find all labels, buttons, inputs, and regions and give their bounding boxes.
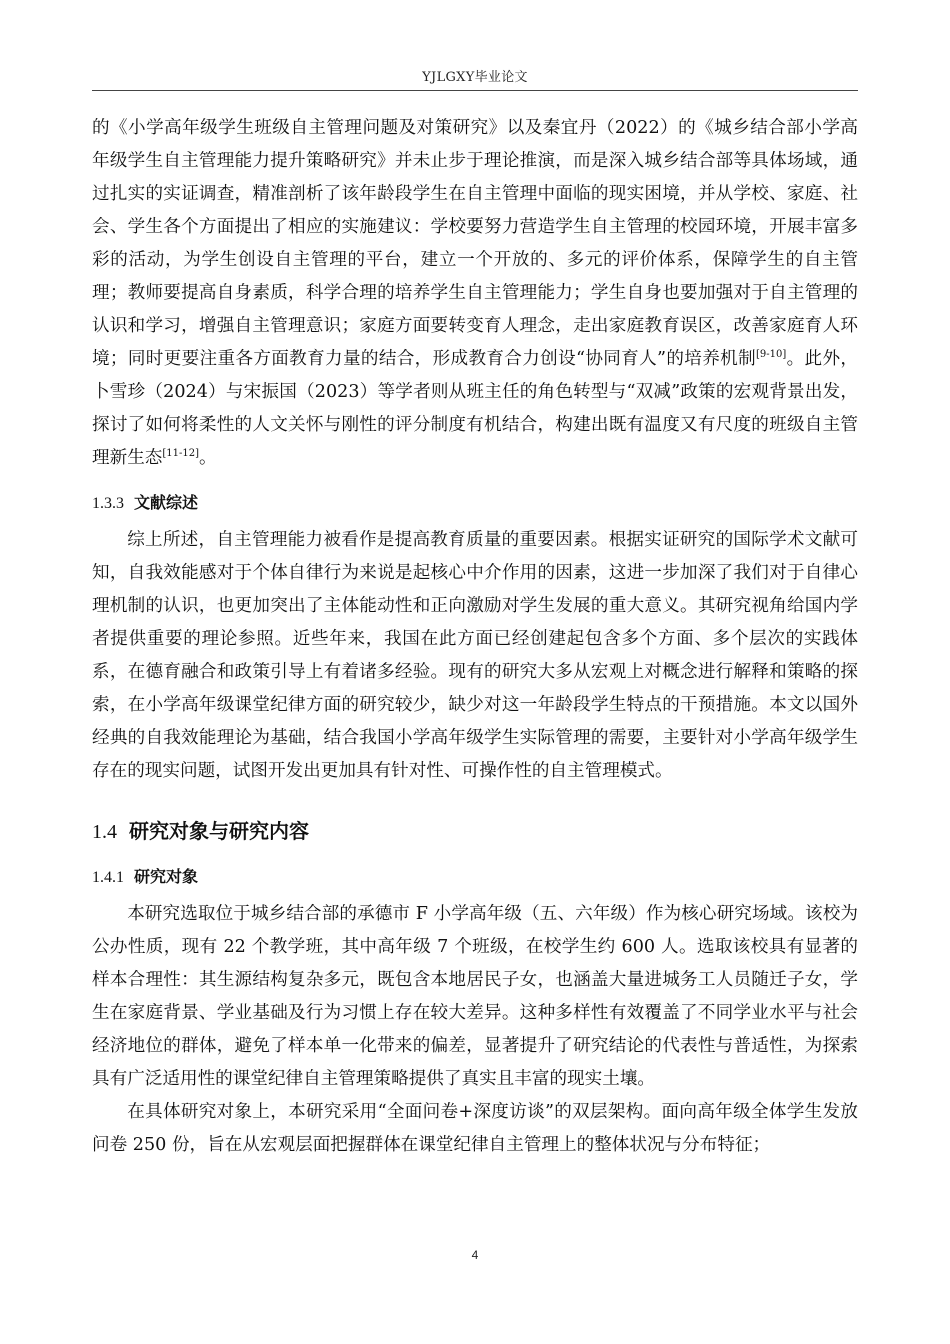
paragraph: 综上所述，自主管理能力被看作是提高教育质量的重要因素。根据实证研究的国际学术文献可知，自我效能感对于个体自律行为来说是起核心中介作用的因素，这进一步加深了我们对于自律心理机制的认识，也更加突出了主体能动性和正向激励对学生发展的重大意义。其研究视角给国内学者提供重要的理论参照。近些年来，我国在此方面已经创建起包含多个方面、多个层次的实践体系，在德育融合和政策引导上有着诸多经验。现有的研究大多从宏观上对概念进行解释和策略的探索，在小学高年级课堂纪律方面的研究较少，缺少对这一年龄段学生特点的干预措施。本文以国外经典的自我效能理论为基础，结合我国小学高年级学生实际管理的需要，主要针对小学高年级学生存在的现实问题，试图开发出更加具有针对性、可操作性的自主管理模式。 bbox=[92, 530, 858, 781]
section-title: 研究对象 bbox=[134, 867, 199, 886]
citation: [11-12] bbox=[162, 448, 200, 460]
paragraph: 在具体研究对象上，本研究采用“全面问卷+深度访谈”的双层架构。面向高年级全体学生发放问卷 250 份，旨在从宏观层面把握群体在课堂纪律自主管理上的整体状况与分布特征； bbox=[92, 1102, 858, 1155]
header-rule bbox=[92, 90, 858, 91]
paragraph-text: 的《小学高年级学生班级自主管理问题及对策研究》以及秦宜丹（2022）的《城乡结合部小学高年级学生自主管理能力提升策略研究》并未止步于理论推演，而是深入城乡结合部等具体场域，通过扎实的实证调查，精准剖析了该年龄段学生在自主管理中面临的现实困境，并从学校、家庭、社会、学生各个方面提出了相应的实施建议：学校要努力营造学生自主管理的校园环境，开展丰富多彩的活动，为学生创设自主管理的平台，建立一个开放的、多元的评价体系，保障学生的自主管理；教师要提高自身素质，科学合理的培养学生自主管理能力；学生自身也要加强对于自主管理的认识和学习，增强自主管理意识；家庭方面要转变育人理念，走出家庭教育误区，改善家庭育人环境；同时更要注重各方面教育力量的结合，形成教育合力创设“协同育人”的培养机制 bbox=[92, 118, 858, 369]
body-text bbox=[92, 112, 858, 1162]
section-heading-1-4-1 bbox=[92, 863, 858, 892]
section-number: 1.4 bbox=[92, 821, 117, 843]
paragraph-text: 。此外，卜雪珍（2024）与宋振国（2023）等学者则从班主任的角色转型与“双减”政策的宏观背景出发，探讨了如何将柔性的人文关怀与刚性的评分制度有机结合，构建出既有温度又有尺度的班级自主管理新生态 bbox=[92, 349, 858, 468]
section-heading-1-4 bbox=[92, 814, 858, 849]
section-heading-1-3-3 bbox=[92, 489, 858, 518]
section-number: 1.4.1 bbox=[92, 869, 124, 886]
page-number: 4 bbox=[471, 1248, 479, 1262]
paragraph-text: 。 bbox=[199, 448, 217, 468]
section-number: 1.3.3 bbox=[92, 495, 124, 512]
section-title: 研究对象与研究内容 bbox=[129, 819, 309, 843]
citation: [9-10] bbox=[756, 349, 787, 361]
paragraph-continued bbox=[92, 112, 858, 475]
paragraph: 本研究选取位于城乡结合部的承德市 F 小学高年级（五、六年级）作为核心研究场域。该校为公办性质，现有 22 个教学班，其中高年级 7 个班级，在校学生约 600 人。选取该校具有显著的样本合理性：其生源结构复杂多元，既包含本地居民子女，也涵盖大量进城务工人员随迁子女，学生在家庭背景、学业基础及行为习惯上存在较大差异。这种多样性有效覆盖了不同学业水平与社会经济地位的群体，避免了样本单一化带来的偏差，显著提升了研究结论的代表性与普适性，为探索具有广泛适用性的课堂纪律自主管理策略提供了真实且丰富的现实土壤。 bbox=[92, 904, 858, 1089]
running-header: YJLGXY毕业论文 bbox=[422, 70, 528, 85]
section-title: 文献综述 bbox=[134, 493, 199, 512]
